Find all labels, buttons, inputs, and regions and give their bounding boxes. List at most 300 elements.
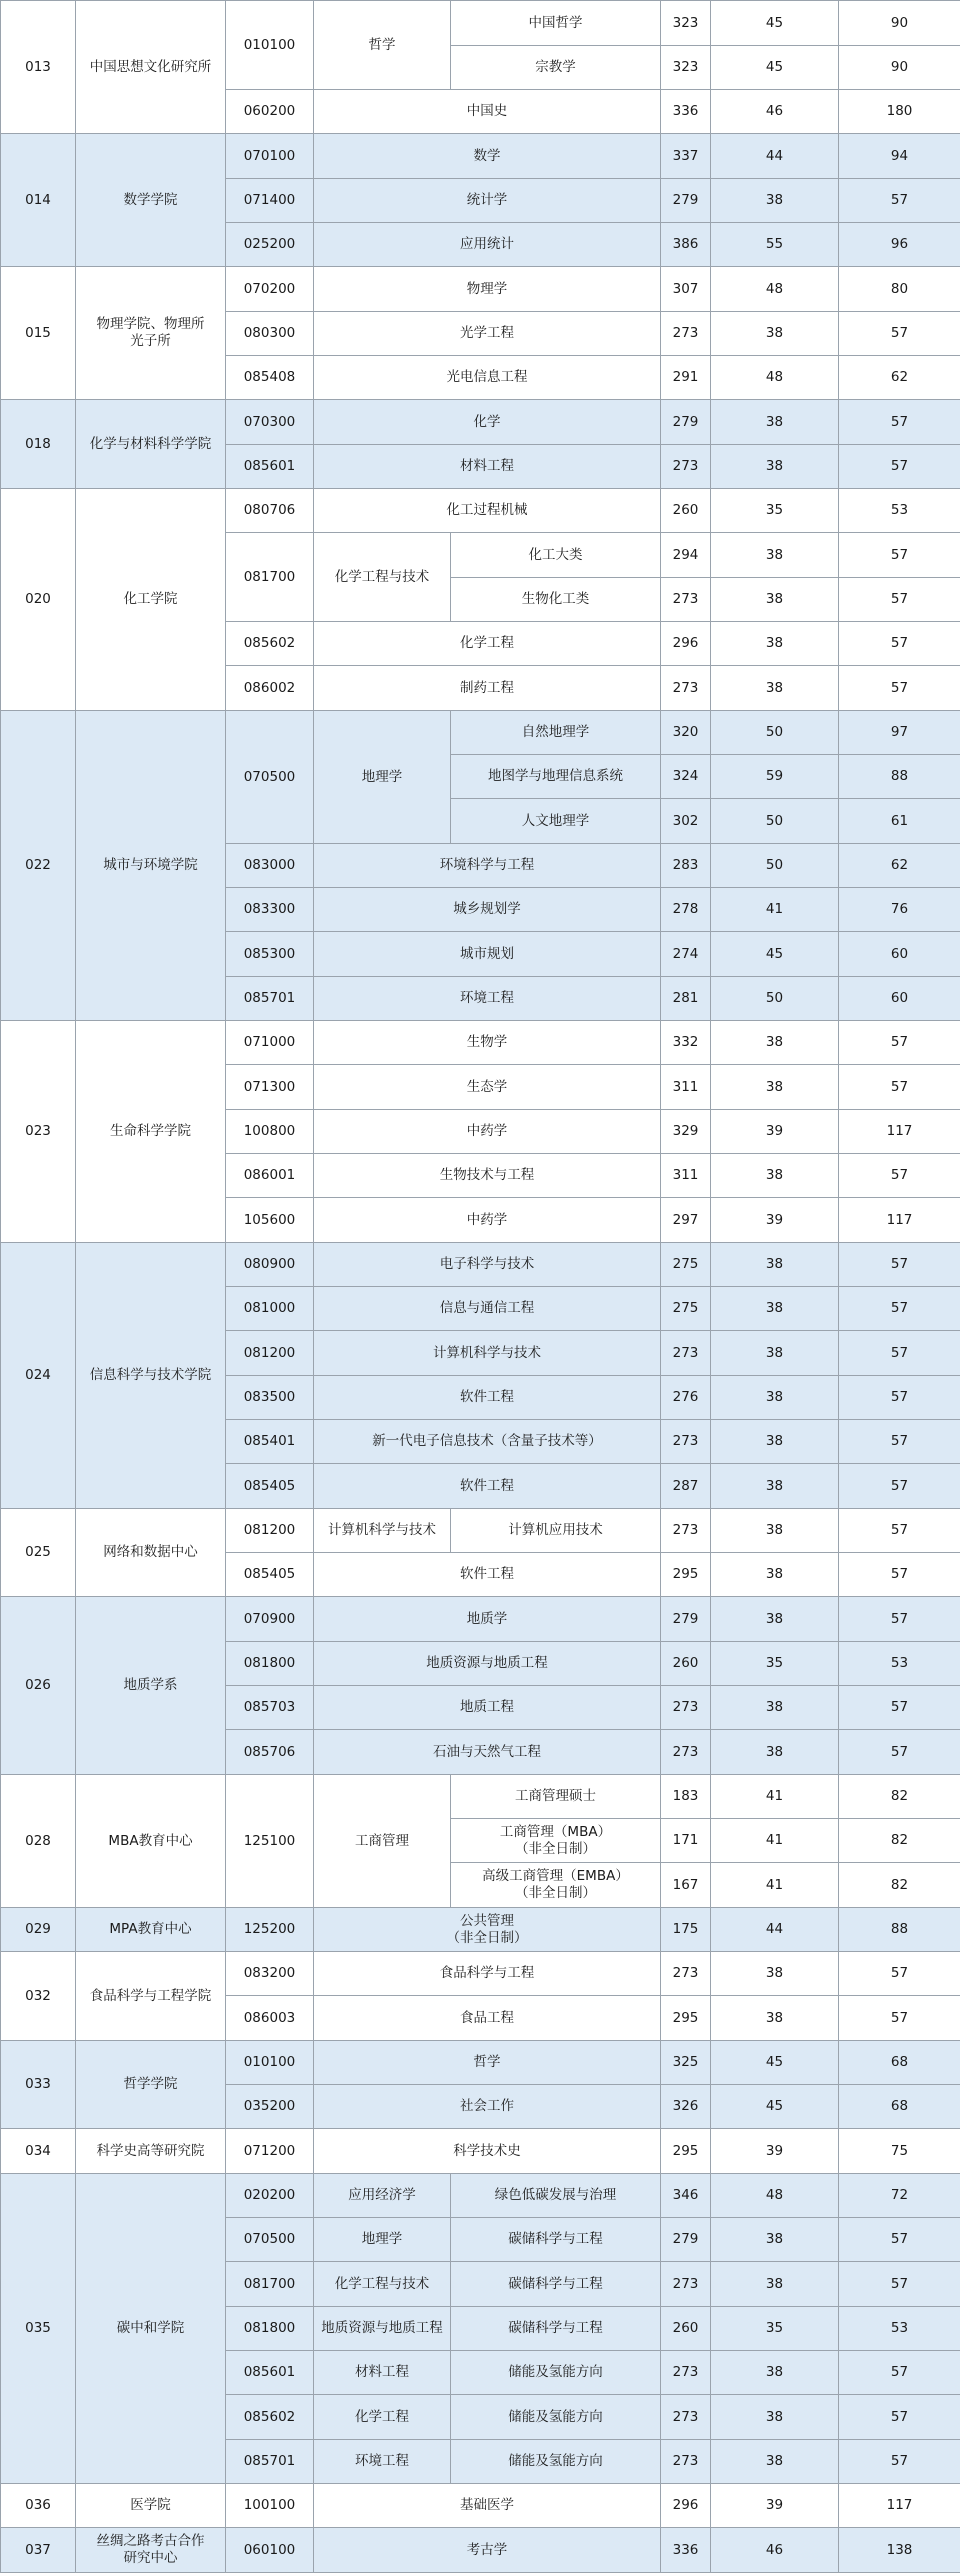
table-cell: MPA教育中心	[76, 1908, 226, 1952]
table-cell: 社会工作	[314, 2085, 661, 2129]
table-cell: 57	[839, 533, 960, 578]
table-cell: 环境工程	[314, 2440, 451, 2484]
table-cell: 45	[711, 46, 839, 90]
table-cell: 117	[839, 1110, 960, 1154]
table-cell: 279	[661, 400, 711, 445]
table-cell: 38	[711, 1420, 839, 1464]
table-cell: 279	[661, 2218, 711, 2262]
table-cell: 023	[1, 1021, 76, 1243]
table-cell: 应用统计	[314, 223, 661, 267]
table-row	[1, 2041, 960, 2085]
table-cell: 软件工程	[314, 1464, 661, 1509]
table-cell: 171	[661, 1819, 711, 1863]
table-cell: 024	[1, 1243, 76, 1509]
table-cell: 60	[839, 977, 960, 1021]
table-cell: 38	[711, 312, 839, 356]
table-cell: 38	[711, 666, 839, 711]
table-cell: 碳储科学与工程	[451, 2218, 661, 2262]
table-cell: 48	[711, 356, 839, 400]
table-cell: 273	[661, 1420, 711, 1464]
table-cell: 中国思想文化研究所	[76, 1, 226, 134]
table-cell: 070300	[226, 400, 314, 445]
table-cell: 生物化工类	[451, 578, 661, 622]
table-cell: 基础医学	[314, 2484, 661, 2528]
table-cell: 085408	[226, 356, 314, 400]
table-cell: MBA教育中心	[76, 1775, 226, 1908]
table-cell: 碳储科学与工程	[451, 2262, 661, 2307]
table-cell: 化工大类	[451, 533, 661, 578]
table-cell: 医学院	[76, 2484, 226, 2528]
table-cell: 生命科学学院	[76, 1021, 226, 1243]
table-cell: 175	[661, 1908, 711, 1952]
table-cell: 081200	[226, 1331, 314, 1376]
table-cell: 41	[711, 1775, 839, 1819]
table-cell: 029	[1, 1908, 76, 1952]
table-cell: 39	[711, 2129, 839, 2174]
table-cell: 014	[1, 134, 76, 267]
table-cell: 物理学	[314, 267, 661, 312]
table-cell: 38	[711, 2440, 839, 2484]
table-cell: 90	[839, 1, 960, 46]
table-cell: 应用经济学	[314, 2174, 451, 2218]
table-cell: 273	[661, 312, 711, 356]
table-cell: 022	[1, 711, 76, 1021]
table-cell: 276	[661, 1376, 711, 1420]
table-cell: 57	[839, 1420, 960, 1464]
table-cell: 45	[711, 2041, 839, 2085]
table-cell: 57	[839, 1154, 960, 1198]
table-cell: 化学与材料科学学院	[76, 400, 226, 489]
table-cell: 新一代电子信息技术（含量子技术等）	[314, 1420, 661, 1464]
table-row	[1, 400, 960, 445]
table-cell: 117	[839, 2484, 960, 2528]
table-cell: 信息科学与技术学院	[76, 1243, 226, 1509]
table-cell: 41	[711, 888, 839, 932]
table-cell: 38	[711, 1952, 839, 1996]
table-cell: 53	[839, 489, 960, 533]
table-cell: 57	[839, 179, 960, 223]
table-cell: 080900	[226, 1243, 314, 1287]
table-cell: 45	[711, 932, 839, 977]
table-cell: 083500	[226, 1376, 314, 1420]
table-cell: 086001	[226, 1154, 314, 1198]
table-cell: 储能及氢能方向	[451, 2351, 661, 2395]
table-cell: 38	[711, 1331, 839, 1376]
table-cell: 38	[711, 1376, 839, 1420]
table-cell: 38	[711, 179, 839, 223]
table-row	[1, 2174, 960, 2218]
table-cell: 332	[661, 1021, 711, 1065]
table-cell: 材料工程	[314, 445, 661, 489]
table-cell: 287	[661, 1464, 711, 1509]
table-cell: 070100	[226, 134, 314, 179]
table-cell: 城乡规划学	[314, 888, 661, 932]
table-cell: 297	[661, 1198, 711, 1243]
table-cell: 光学工程	[314, 312, 661, 356]
table-cell: 44	[711, 134, 839, 179]
table-cell: 48	[711, 267, 839, 312]
table-cell: 化学工程	[314, 622, 661, 666]
table-cell: 材料工程	[314, 2351, 451, 2395]
table-cell: 38	[711, 1287, 839, 1331]
table-cell: 绿色低碳发展与治理	[451, 2174, 661, 2218]
table-cell: 38	[711, 1597, 839, 1642]
table-cell: 地理学	[314, 2218, 451, 2262]
table-cell: 57	[839, 666, 960, 711]
table-cell: 025	[1, 1509, 76, 1597]
table-cell: 38	[711, 1065, 839, 1110]
table-cell: 57	[839, 1597, 960, 1642]
table-cell: 57	[839, 1553, 960, 1597]
table-cell: 100800	[226, 1110, 314, 1154]
table-cell: 105600	[226, 1198, 314, 1243]
table-cell: 中国哲学	[451, 1, 661, 46]
table-cell: 50	[711, 711, 839, 755]
table-cell: 086003	[226, 1996, 314, 2041]
table-cell: 软件工程	[314, 1376, 661, 1420]
table-cell: 考古学	[314, 2528, 661, 2573]
table-cell: 273	[661, 2440, 711, 2484]
table-cell: 62	[839, 844, 960, 888]
table-cell: 279	[661, 179, 711, 223]
table-cell: 57	[839, 1686, 960, 1730]
table-cell: 57	[839, 2218, 960, 2262]
table-cell: 生物学	[314, 1021, 661, 1065]
table-cell: 273	[661, 1730, 711, 1775]
table-cell: 260	[661, 489, 711, 533]
table-cell: 工商管理硕士	[451, 1775, 661, 1819]
table-cell: 070500	[226, 711, 314, 844]
table-cell: 291	[661, 356, 711, 400]
table-cell: 食品工程	[314, 1996, 661, 2041]
table-cell: 081800	[226, 1642, 314, 1686]
table-cell: 化学工程	[314, 2395, 451, 2440]
table-cell: 57	[839, 1996, 960, 2041]
table-cell: 41	[711, 1819, 839, 1863]
table-cell: 计算机科学与技术	[314, 1331, 661, 1376]
table-cell: 138	[839, 2528, 960, 2573]
table-cell: 38	[711, 1996, 839, 2041]
table-cell: 50	[711, 844, 839, 888]
table-cell: 273	[661, 1686, 711, 1730]
table-cell: 020	[1, 489, 76, 711]
table-cell: 125200	[226, 1908, 314, 1952]
table-cell: 96	[839, 223, 960, 267]
table-cell: 080300	[226, 312, 314, 356]
table-cell: 275	[661, 1243, 711, 1287]
table-cell: 085701	[226, 977, 314, 1021]
table-cell: 57	[839, 1287, 960, 1331]
table-cell: 工商管理（MBA） （非全日制）	[451, 1819, 661, 1863]
table-row	[1, 489, 960, 533]
table-cell: 070900	[226, 1597, 314, 1642]
table-cell: 地质工程	[314, 1686, 661, 1730]
table-cell: 公共管理 （非全日制）	[314, 1908, 661, 1952]
table-cell: 273	[661, 2351, 711, 2395]
table-cell: 城市规划	[314, 932, 661, 977]
table-cell: 地理学	[314, 711, 451, 844]
table-cell: 010100	[226, 1, 314, 90]
table-cell: 283	[661, 844, 711, 888]
table-cell: 57	[839, 312, 960, 356]
table-cell: 39	[711, 1110, 839, 1154]
table-cell: 035200	[226, 2085, 314, 2129]
table-cell: 自然地理学	[451, 711, 661, 755]
table-cell: 329	[661, 1110, 711, 1154]
table-cell: 060100	[226, 2528, 314, 2573]
table-cell: 60	[839, 932, 960, 977]
table-cell: 279	[661, 1597, 711, 1642]
table-cell: 地图学与地理信息系统	[451, 755, 661, 799]
table-cell: 38	[711, 1021, 839, 1065]
table-cell: 086002	[226, 666, 314, 711]
table-cell: 35	[711, 2307, 839, 2351]
table-cell: 82	[839, 1819, 960, 1863]
table-cell: 080706	[226, 489, 314, 533]
table-cell: 081700	[226, 533, 314, 622]
table-cell: 57	[839, 1952, 960, 1996]
table-row	[1, 1021, 960, 1065]
table-cell: 57	[839, 1464, 960, 1509]
table-cell: 地质学系	[76, 1597, 226, 1775]
table-cell: 化工过程机械	[314, 489, 661, 533]
table-cell: 183	[661, 1775, 711, 1819]
table-cell: 57	[839, 1021, 960, 1065]
table-cell: 326	[661, 2085, 711, 2129]
table-cell: 081200	[226, 1509, 314, 1553]
table-cell: 88	[839, 755, 960, 799]
table-cell: 46	[711, 90, 839, 134]
table-cell: 50	[711, 977, 839, 1021]
table-cell: 278	[661, 888, 711, 932]
table-cell: 081800	[226, 2307, 314, 2351]
table-cell: 307	[661, 267, 711, 312]
table-cell: 化学	[314, 400, 661, 445]
table-cell: 085706	[226, 1730, 314, 1775]
table-cell: 026	[1, 1597, 76, 1775]
table-cell: 化学工程与技术	[314, 533, 451, 622]
table-cell: 295	[661, 1553, 711, 1597]
table-cell: 273	[661, 1331, 711, 1376]
table-cell: 储能及氢能方向	[451, 2440, 661, 2484]
table-cell: 网络和数据中心	[76, 1509, 226, 1597]
table-cell: 38	[711, 1686, 839, 1730]
table-cell: 325	[661, 2041, 711, 2085]
table-cell: 76	[839, 888, 960, 932]
table-cell: 336	[661, 90, 711, 134]
table-cell: 57	[839, 2395, 960, 2440]
table-cell: 工商管理	[314, 1775, 451, 1908]
table-cell: 45	[711, 2085, 839, 2129]
table-cell: 53	[839, 2307, 960, 2351]
table-cell: 57	[839, 622, 960, 666]
table-cell: 085401	[226, 1420, 314, 1464]
table-cell: 88	[839, 1908, 960, 1952]
table-cell: 273	[661, 666, 711, 711]
table-cell: 085602	[226, 2395, 314, 2440]
table-cell: 295	[661, 1996, 711, 2041]
table-cell: 90	[839, 46, 960, 90]
table-cell: 085405	[226, 1553, 314, 1597]
table-cell: 035	[1, 2174, 76, 2484]
table-cell: 化工学院	[76, 489, 226, 711]
table-cell: 273	[661, 2395, 711, 2440]
table-row	[1, 711, 960, 755]
table-cell: 311	[661, 1065, 711, 1110]
table-cell: 260	[661, 2307, 711, 2351]
table-cell: 61	[839, 799, 960, 844]
table-cell: 计算机科学与技术	[314, 1509, 451, 1553]
table-cell: 273	[661, 2262, 711, 2307]
table-cell: 数学	[314, 134, 661, 179]
table-cell: 036	[1, 2484, 76, 2528]
table-cell: 346	[661, 2174, 711, 2218]
table-cell: 人文地理学	[451, 799, 661, 844]
table-cell: 57	[839, 2262, 960, 2307]
table-cell: 38	[711, 1464, 839, 1509]
table-cell: 57	[839, 400, 960, 445]
table-cell: 083000	[226, 844, 314, 888]
table-cell: 100100	[226, 2484, 314, 2528]
table-row	[1, 1908, 960, 1952]
table-cell: 38	[711, 1553, 839, 1597]
table-row	[1, 1597, 960, 1642]
table-cell: 食品科学与工程学院	[76, 1952, 226, 2041]
table-cell: 物理学院、物理所 光子所	[76, 267, 226, 400]
table-cell: 宗教学	[451, 46, 661, 90]
table-cell: 015	[1, 267, 76, 400]
table-cell: 018	[1, 400, 76, 489]
table-cell: 167	[661, 1863, 711, 1908]
table-cell: 48	[711, 2174, 839, 2218]
table-cell: 35	[711, 489, 839, 533]
table-cell: 071400	[226, 179, 314, 223]
table-row	[1, 2528, 960, 2573]
table-cell: 72	[839, 2174, 960, 2218]
table-cell: 62	[839, 356, 960, 400]
table-cell: 59	[711, 755, 839, 799]
table-cell: 软件工程	[314, 1553, 661, 1597]
table-cell: 化学工程与技术	[314, 2262, 451, 2307]
table-cell: 273	[661, 1952, 711, 1996]
table-cell: 39	[711, 1198, 839, 1243]
table-cell: 制药工程	[314, 666, 661, 711]
table-row	[1, 1, 960, 46]
table-cell: 统计学	[314, 179, 661, 223]
table-cell: 260	[661, 1642, 711, 1686]
table-cell: 57	[839, 1065, 960, 1110]
table-cell: 碳中和学院	[76, 2174, 226, 2484]
table-cell: 020200	[226, 2174, 314, 2218]
table-cell: 323	[661, 46, 711, 90]
table-cell: 光电信息工程	[314, 356, 661, 400]
table-cell: 010100	[226, 2041, 314, 2085]
table-cell: 037	[1, 2528, 76, 2573]
table-row	[1, 267, 960, 312]
table-cell: 028	[1, 1775, 76, 1908]
table-cell: 57	[839, 2351, 960, 2395]
table-cell: 38	[711, 2395, 839, 2440]
table-cell: 320	[661, 711, 711, 755]
table-cell: 中国史	[314, 90, 661, 134]
table-cell: 75	[839, 2129, 960, 2174]
table-cell: 38	[711, 1730, 839, 1775]
table-cell: 38	[711, 1509, 839, 1553]
table-cell: 68	[839, 2041, 960, 2085]
table-cell: 电子科学与技术	[314, 1243, 661, 1287]
table-cell: 39	[711, 2484, 839, 2528]
table-cell: 科学技术史	[314, 2129, 661, 2174]
table-cell: 060200	[226, 90, 314, 134]
table-cell: 82	[839, 1863, 960, 1908]
table-cell: 环境工程	[314, 977, 661, 1021]
table-cell: 82	[839, 1775, 960, 1819]
table-cell: 302	[661, 799, 711, 844]
table-cell: 38	[711, 533, 839, 578]
table-cell: 337	[661, 134, 711, 179]
table-cell: 57	[839, 1376, 960, 1420]
table-cell: 323	[661, 1, 711, 46]
table-cell: 273	[661, 1509, 711, 1553]
table-cell: 45	[711, 1, 839, 46]
table-cell: 储能及氢能方向	[451, 2395, 661, 2440]
table-cell: 环境科学与工程	[314, 844, 661, 888]
table-cell: 38	[711, 2218, 839, 2262]
table-cell: 275	[661, 1287, 711, 1331]
table-cell: 信息与通信工程	[314, 1287, 661, 1331]
table-cell: 57	[839, 1243, 960, 1287]
table-cell: 273	[661, 578, 711, 622]
table-cell: 数学学院	[76, 134, 226, 267]
table-cell: 273	[661, 445, 711, 489]
table-cell: 081000	[226, 1287, 314, 1331]
table-cell: 科学史高等研究院	[76, 2129, 226, 2174]
table-cell: 034	[1, 2129, 76, 2174]
table-cell: 311	[661, 1154, 711, 1198]
table-cell: 计算机应用技术	[451, 1509, 661, 1553]
table-cell: 070200	[226, 267, 314, 312]
table-row	[1, 1952, 960, 1996]
table-cell: 53	[839, 1642, 960, 1686]
table-cell: 294	[661, 533, 711, 578]
table-row	[1, 1243, 960, 1287]
table-cell: 117	[839, 1198, 960, 1243]
table-cell: 296	[661, 2484, 711, 2528]
table-cell: 083200	[226, 1952, 314, 1996]
table-cell: 025200	[226, 223, 314, 267]
table-cell: 38	[711, 2262, 839, 2307]
table-cell: 083300	[226, 888, 314, 932]
table-cell: 57	[839, 1730, 960, 1775]
table-cell: 081700	[226, 2262, 314, 2307]
table-cell: 38	[711, 1154, 839, 1198]
table-cell: 生物技术与工程	[314, 1154, 661, 1198]
table-cell: 哲学	[314, 1, 451, 90]
table-row	[1, 1775, 960, 1819]
table-cell: 336	[661, 2528, 711, 2573]
table-cell: 085602	[226, 622, 314, 666]
table-cell: 55	[711, 223, 839, 267]
table-cell: 城市与环境学院	[76, 711, 226, 1021]
table-cell: 50	[711, 799, 839, 844]
table-cell: 38	[711, 578, 839, 622]
table-cell: 哲学学院	[76, 2041, 226, 2129]
table-cell: 071200	[226, 2129, 314, 2174]
table-cell: 石油与天然气工程	[314, 1730, 661, 1775]
table-cell: 085300	[226, 932, 314, 977]
table-cell: 180	[839, 90, 960, 134]
table-cell: 57	[839, 2440, 960, 2484]
